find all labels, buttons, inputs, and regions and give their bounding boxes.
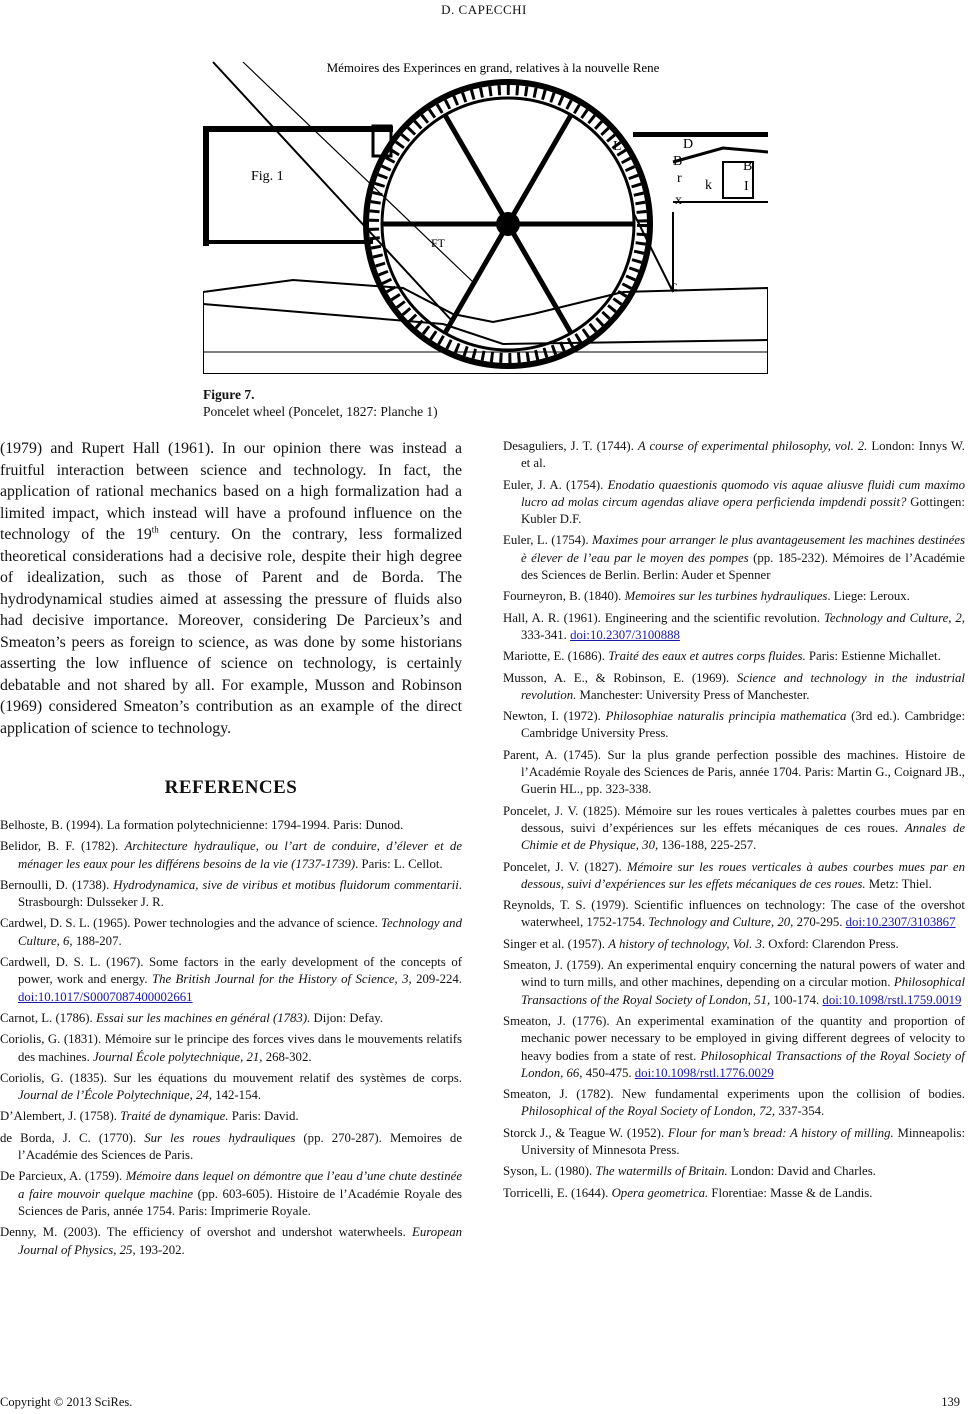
figure-poncelet-wheel	[203, 52, 768, 374]
figure-letter: B	[673, 154, 683, 169]
reference-entry: Newton, I. (1972). Philosophiae naturalis principia mathematica (3rd ed.). Cambridge: Cambridge University Press.	[503, 709, 965, 741]
reference-entry: Poncelet, J. V. (1827). Mémoire sur les roues verticales à aubes courbes mues par en dessous, suivi d’expériences sur les effets mécaniques de ces roues. Metz: Thiel.	[503, 859, 965, 891]
reference-entry: Smeaton, J. (1776). An experimental examination of the quantity and proportion of mechanic power necessary to be employed in giving different degrees of velocity to heavy bodies from a state of rest. Philosophical Transactions of the Royal Society of London, 66, 450-475. doi:10.1098/rstl.1776.0029	[503, 1013, 965, 1080]
body-paragraph: (1979) and Rupert Hall (1961). In our opinion there was instead a fruitful interaction between science and technology. In fact, the application of rational mechanics based on a high formalization had a limited impact, which instead will have a profound influence on the technology of the 19th century. On the contrary, less formalized theoretical considerations had a decisive role, despite their high degree of idealization, such as those of Parent and de Borda. The hydrodynamical studies aimed at assessing the pressure of fluids also had decisive importance. Moreover, considering De Parcieux’s and Smeaton’s peers as foreign to science, as was done by some historians asserting the low influence of science on technology, is certainly debatable and not shared by all. For example, Musson and Robinson (1969) considered Smeaton’s contribution as an example of the direct application of science to technology.	[0, 440, 462, 737]
reference-entry: Reynolds, T. S. (1979). Scientific influences on technology: The case of the overshot waterwheel, 1752-1754. Technology and Culture, 20, 270-295. doi:10.2307/3103867	[503, 898, 965, 930]
reference-entry: Parent, A. (1745). Sur la plus grande perfection possible des machines. Histoire de l’Académie Royale des Sciences de Paris, année 1704. Paris: Martin G., Coignard JB., Guerin HL., pp. 323-338.	[503, 747, 965, 797]
reference-entry: Coriolis, G. (1831). Mémoire sur le principe des forces vives dans le mouvements relatifs des machines. Journal École polytechnique, 21, 268-302.	[0, 1032, 462, 1064]
figure-letter: r	[677, 171, 682, 186]
figure-caption	[203, 386, 438, 420]
footer-copyright: Copyright © 2013 SciRes.	[0, 1395, 133, 1409]
reference-entry: Cardwel, D. S. L. (1965). Power technologies and the advance of science. Technology and Culture, 6, 188-207.	[0, 916, 462, 948]
reference-entry: Coriolis, G. (1835). Sur les équations du mouvement relatif des systèmes de corps. Journal de l’École Polytechnique, 24, 142-154.	[0, 1070, 462, 1103]
figure-caption-number: Figure 7.	[203, 387, 255, 402]
reference-entry: De Parcieux, A. (1759). Mémoire dans lequel on démontre que l’eau d’une chute destinée a faire mouvoir quelque machine (pp. 603-605). Histoire de l’Académie Royale des Sciences de Paris, année 1754. Paris: Imprimerie Royale.	[0, 1169, 463, 1218]
reference-entry: Hall, A. R. (1961). Engineering and the scientific revolution. Technology and Culture, 2, 333-341. doi:10.2307/3100888	[503, 610, 966, 642]
doi-link[interactable]: doi:10.2307/3103867	[845, 915, 956, 930]
figure-inner-title: Mémoires des Experinces en grand, relatives à la nouvelle Rene	[326, 60, 660, 75]
figure-letter: k	[705, 178, 712, 193]
reference-entry: Fourneyron, B. (1840). Memoires sur les turbines hydrauliques. Liege: Leroux.	[503, 589, 910, 604]
reference-entry: Syson, L. (1980). The watermills of Britain. London: David and Charles.	[503, 1164, 876, 1179]
figure-letter: I	[744, 179, 749, 194]
reference-entry: Belidor, B. F. (1782). Architecture hydraulique, ou l’art de conduire, d’élever et de ménager les eaux pour les différens besoins de la vie (1737-1739). Paris: L. Cellot.	[0, 839, 462, 871]
reference-entry: Euler, J. A. (1754). Enodatio quaestionis quomodo vis aquae aliusve fluidi cum maximo lucro ad molas circum agendas aliave opera perficienda impdendi possit? Gottingen: Kubler D.F.	[503, 477, 965, 527]
running-head: D. CAPECCHI	[441, 2, 527, 17]
reference-entry: Belhoste, B. (1994). La formation polytechnicienne: 1794-1994. Paris: Dunod.	[0, 818, 404, 832]
figure-letter: B	[743, 159, 753, 174]
figure-letter: L	[613, 139, 622, 154]
doi-link[interactable]: doi:10.2307/3100888	[570, 627, 680, 642]
doi-link[interactable]: doi:10.1098/rstl.1776.0029	[634, 1065, 774, 1080]
doi-link[interactable]: doi:10.1098/rstl.1759.0019	[822, 992, 962, 1007]
reference-entry: Musson, A. E., & Robinson, E. (1969). Science and technology in the industrial revolution. Manchester: University Press of Manchester.	[503, 670, 965, 702]
figure-inner-label: Fig. 1	[251, 169, 284, 184]
reference-entry: Bernoulli, D. (1738). Hydrodynamica, sive de viribus et motibus fluidorum commentarii. Strasbourgh: Dulsseker J. R.	[0, 877, 462, 910]
figure-letter: x	[675, 193, 682, 208]
reference-entry: Smeaton, J. (1782). New fundamental experiments upon the collision of bodies. Philosophical of the Royal Society of London, 72, 337-354.	[503, 1087, 965, 1119]
reference-entry: Euler, L. (1754). Maximes pour arranger le plus avantageusement les machines destinées è élever de l’eau par le moyen des pompes (pp. 185-232). Mémoires de l’Académie des Sciences de Berlin. Berlin: Auder et Spenner	[503, 533, 965, 583]
reference-entry: Poncelet, J. V. (1825). Mémoire sur les roues verticales à palettes courbes mues par en dessous, suivi d’expériences sur les effets mécaniques de ces roues. Annales de Chimie et de Physique, 30, 136-188, 225-257.	[503, 803, 965, 853]
reference-entry: de Borda, J. C. (1770). Sur les roues hydrauliques (pp. 270-287). Memoires de l’Académie des Sciences de Paris.	[0, 1130, 463, 1163]
figure-letter: D	[683, 137, 694, 152]
footer-page-number: 139	[941, 1395, 960, 1409]
reference-entry: Desaguliers, J. T. (1744). A course of experimental philosophy, vol. 2. London: Innys W. et al.	[503, 439, 965, 471]
reference-entry: Storck J., & Teague W. (1952). Flour for man’s bread: A history of milling. Minneapolis: University of Minnesota Press.	[503, 1125, 966, 1157]
reference-entry: Torricelli, E. (1644). Opera geometrica. Florentiae: Masse & de Landis.	[503, 1185, 873, 1200]
reference-entry: Cardwell, D. S. L. (1967). Some factors in the early development of the concepts of power, work and energy. The British Journal for the History of Science, 3, 209-224. doi:10.1017/S0007087400002661	[0, 955, 462, 1004]
doi-link[interactable]: doi:10.1017/S0007087400002661	[18, 989, 193, 1004]
figure-letter: c	[671, 279, 678, 294]
left-column	[0, 438, 462, 1263]
references-list-right	[503, 438, 965, 1202]
reference-entry: Mariotte, E. (1686). Traité des eaux et autres corps fluides. Paris: Estienne Michallet.	[503, 649, 941, 664]
references-list-left	[0, 817, 462, 1259]
references-heading: REFERENCES	[164, 777, 298, 798]
reference-entry: Denny, M. (2003). The efficiency of overshot and undershot waterwheels. European Journal of Physics, 25, 193-202.	[0, 1225, 462, 1257]
right-column	[503, 438, 965, 1206]
reference-entry: Singer et al. (1957). A history of technology, Vol. 3. Oxford: Clarendon Press.	[503, 936, 899, 951]
reference-entry: Carnot, L. (1786). Essai sur les machines en général (1783). Dijon: Defay.	[0, 1010, 384, 1025]
reference-entry: Smeaton, J. (1759). An experimental enquiry concerning the natural powers of water and wind to turn mills, and other machines, depending on a circular motion. Philosophical Transactions of the Royal Society of London, 51, 100-174. doi:10.1098/rstl.1759.0019	[503, 958, 965, 1007]
figure-letter: FT	[431, 236, 446, 250]
figure-caption-text: Poncelet wheel (Poncelet, 1827: Planche 1)	[203, 404, 438, 419]
reference-entry: D’Alembert, J. (1758). Traité de dynamique. Paris: David.	[0, 1109, 299, 1124]
